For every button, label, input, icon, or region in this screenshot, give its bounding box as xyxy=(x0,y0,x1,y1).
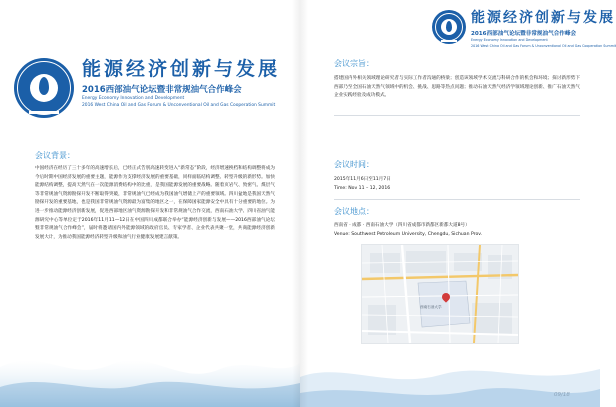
header-english-title: Energy Economy Innovation and Development xyxy=(471,38,548,42)
header-emblem-icon xyxy=(432,10,466,44)
venue-chinese: 西南省 · 成都 · 西南石油大学（四川省成都市新都区新都大道8号） xyxy=(334,223,470,228)
time-english: Time: Nov 11 – 12, 2016 xyxy=(334,185,391,191)
center-fold xyxy=(292,0,308,407)
header-subtitle: 2016西部油气论坛暨非常规油气合作峰会 xyxy=(471,31,577,37)
divider xyxy=(334,199,580,200)
conference-subtitle: 2016西部油气论坛暨非常规油气合作峰会 xyxy=(82,85,242,95)
background-paragraph: 中国经济在经历了三十多年的高速增长后，已经正式告别高速转变进入“新常态”阶段，经济增速换档和结构调整将成为今后时期中国经济发展的重要主题，能源作为支撑经济发展的重要基础，同样面临结构调整、转型升级的新形势。加快能源结构调整，提高天然气在一次能源消费结构中的比重，是我国能源发展的重要战略。随着页岩气、致密气、煤层气等非常规油气资源勘探开发不断取得突破，非常规油气已经成为我国油气增储上产的重要领域。四川盆地是我国天然气勘探开发的重要基地，也是我国非常规油气资源最为富集的地区之一，在保障国家能源安全中具有十分重要的地位。为进一步推动能源经济创新发展，促进西部地区油气资源勘探开发和非常规油气合作交流，西南石油大学、四川省油气能源研究中心等单位定于2016年11月11—12日在中国四川成都联合举办“能源经济创新与发展——2016西部油气论坛暨非常规油气合作峰会”，届时将邀请国内外能源领域的政府官员、专家学者、企业代表共聚一堂，共商能源经济创新发展大计，为推动我国能源经济转型升级和油气行业健康发展建言献策。 xyxy=(35,166,275,240)
divider xyxy=(334,115,580,116)
background-text xyxy=(35,165,275,242)
university-emblem-icon xyxy=(14,58,74,118)
header-logo xyxy=(432,10,616,48)
background-heading: 会议背景： xyxy=(35,151,75,160)
venue-map xyxy=(361,244,519,344)
conference-english-title: Energy Economy Innovation and Development xyxy=(82,96,185,101)
venue-heading: 会议地点： xyxy=(334,207,374,216)
ink-wash-decoration-left xyxy=(0,297,300,407)
venue-block xyxy=(334,222,584,239)
conference-title: 能源经济创新与发展 xyxy=(82,58,281,80)
header-english-subtitle: 2016 West China Oil and Gas Forum & Unconventional Oil and Gas Cooperation Summit xyxy=(471,43,616,48)
time-heading: 会议时间： xyxy=(334,160,374,169)
conference-english-subtitle: 2016 West China Oil and Gas Forum & Unconventional Oil and Gas Cooperation Summit xyxy=(82,103,276,108)
page-number: 09/18 xyxy=(554,392,570,398)
time-chinese: 2015年11月6日至11月7日 xyxy=(334,177,391,182)
header-title: 能源经济创新与发展 xyxy=(471,10,615,26)
purpose-heading: 会议宗旨： xyxy=(334,59,374,68)
map-location-label: 西南石油大学 xyxy=(420,305,442,309)
conference-logo xyxy=(14,58,280,118)
map-roads xyxy=(362,245,518,343)
time-block xyxy=(334,176,580,193)
venue-english: Venue: Southwest Petroleum University, Chengdu, Sichuan Prov. xyxy=(334,231,483,237)
purpose-paragraph: 搭建国内外相关领域理论研究者与实际工作者沟通的桥梁；创造该领域学术交流与科研合作的机会和环境；探讨新形势下西部乃至全国石油天然气领域中的机会、挑战、思路等热点问题；推动石油天然气经济学领域理论创新、推广石油天然气企业实践经验及成功模式。 xyxy=(334,76,580,99)
purpose-text xyxy=(334,75,580,101)
